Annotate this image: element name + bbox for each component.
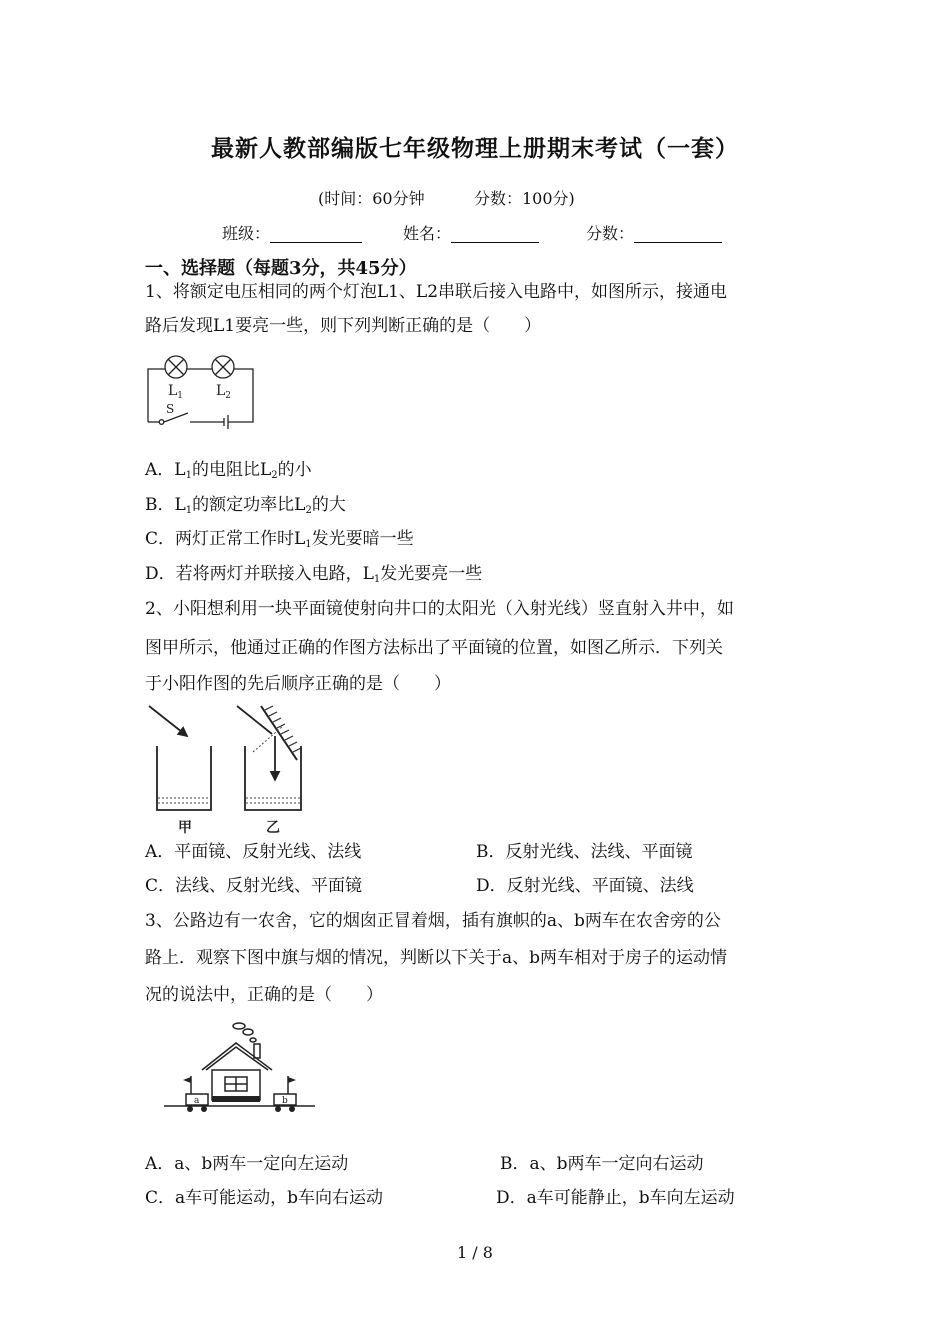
q1-text-line2: 路后发现L1要亮一些，则下列判断正确的是（ ） [145,316,542,336]
q2-text-line3: 于小阳作图的先后顺序正确的是（ ） [145,674,451,694]
q1-option-d[interactable]: D．若将两灯并联接入电路，$L_1$发光要亮一些 [145,564,483,585]
q3-text-line1: 3、公路边有一农舍，它的烟囱正冒着烟，插有旗帜的a、b两车在农舍旁的公 [145,911,721,931]
q3-house-cars-diagram [160,1018,325,1118]
name-blank[interactable] [451,224,539,243]
q3-option-a[interactable]: A．a、b两车一定向左运动 [145,1154,349,1174]
q2-option-b[interactable]: B．反射光线、法线、平面镜 [476,842,693,862]
page-title: 最新人教部编版七年级物理上册期末考试（一套） [211,135,739,162]
q1-option-b[interactable]: B．$L_1$的额定功率比$L_2$的大 [145,495,346,516]
q2-text-line1: 2、小阳想利用一块平面镜使射向井口的太阳光（入射光线）竖直射入井中，如 [145,599,734,619]
q1-fig-l2-sub: 2 [225,391,232,401]
exam-total-score: 分数：100分) [474,189,575,208]
q2-fig-caption-right: 乙 [266,820,280,836]
q2-option-c[interactable]: C．法线、反射光线、平面镜 [145,876,363,896]
q1-fig-l1-sub: 1 [177,391,184,401]
q1-text-line1: 1、将额定电压相同的两个灯泡L1、L2串联后接入电路中，如图所示，接通电 [145,282,728,302]
q3-option-b[interactable]: B．a、b两车一定向右运动 [500,1154,704,1174]
class-label: 班级： [222,224,271,243]
q2-fig-caption-left: 甲 [178,820,192,836]
q1-circuit-diagram [140,345,260,435]
q3-option-d[interactable]: D．a车可能静止，b车向左运动 [496,1188,735,1208]
q2-option-d[interactable]: D．反射光线、平面镜、法线 [476,876,694,896]
name-field [403,221,539,244]
score-label: 分数： [586,224,635,243]
q1-option-a[interactable]: A．$L_1$的电阻比$L_2$的小 [145,460,312,481]
name-label: 姓名： [403,224,452,243]
section-heading: 一、选择题（每题3分，共45分） [145,258,417,279]
score-blank[interactable] [634,224,722,243]
q1-option-c[interactable]: C．两灯正常工作时$L_1$发光要暗一些 [145,529,414,550]
q2-well-diagram [145,700,315,835]
page-number: 1 / 8 [457,1243,493,1262]
exam-time: (时间：60分钟 [318,189,425,208]
score-field [586,221,722,244]
q1-fig-l2: L [216,383,226,399]
q1-fig-switch-label: S [166,402,175,416]
q3-option-c[interactable]: C．a车可能运动，b车向右运动 [145,1188,384,1208]
class-field [222,221,362,244]
q2-option-a[interactable]: A．平面镜、反射光线、法线 [145,842,362,862]
svg-text:L1 [168,383,183,401]
q3-fig-car-b: b [282,1096,288,1106]
class-blank[interactable] [270,224,362,243]
q3-text-line3: 况的说法中，正确的是（ ） [145,985,383,1005]
q1-fig-l1: L [168,383,178,399]
q3-fig-car-a: a [194,1096,200,1106]
q2-text-line2: 图甲所示，他通过正确的作图方法标出了平面镜的位置，如图乙所示．下列关 [145,638,723,658]
svg-text:L2 [216,383,231,401]
q3-text-line2: 路上．观察下图中旗与烟的情况，判断以下关于a、b两车相对于房子的运动情 [145,948,728,968]
